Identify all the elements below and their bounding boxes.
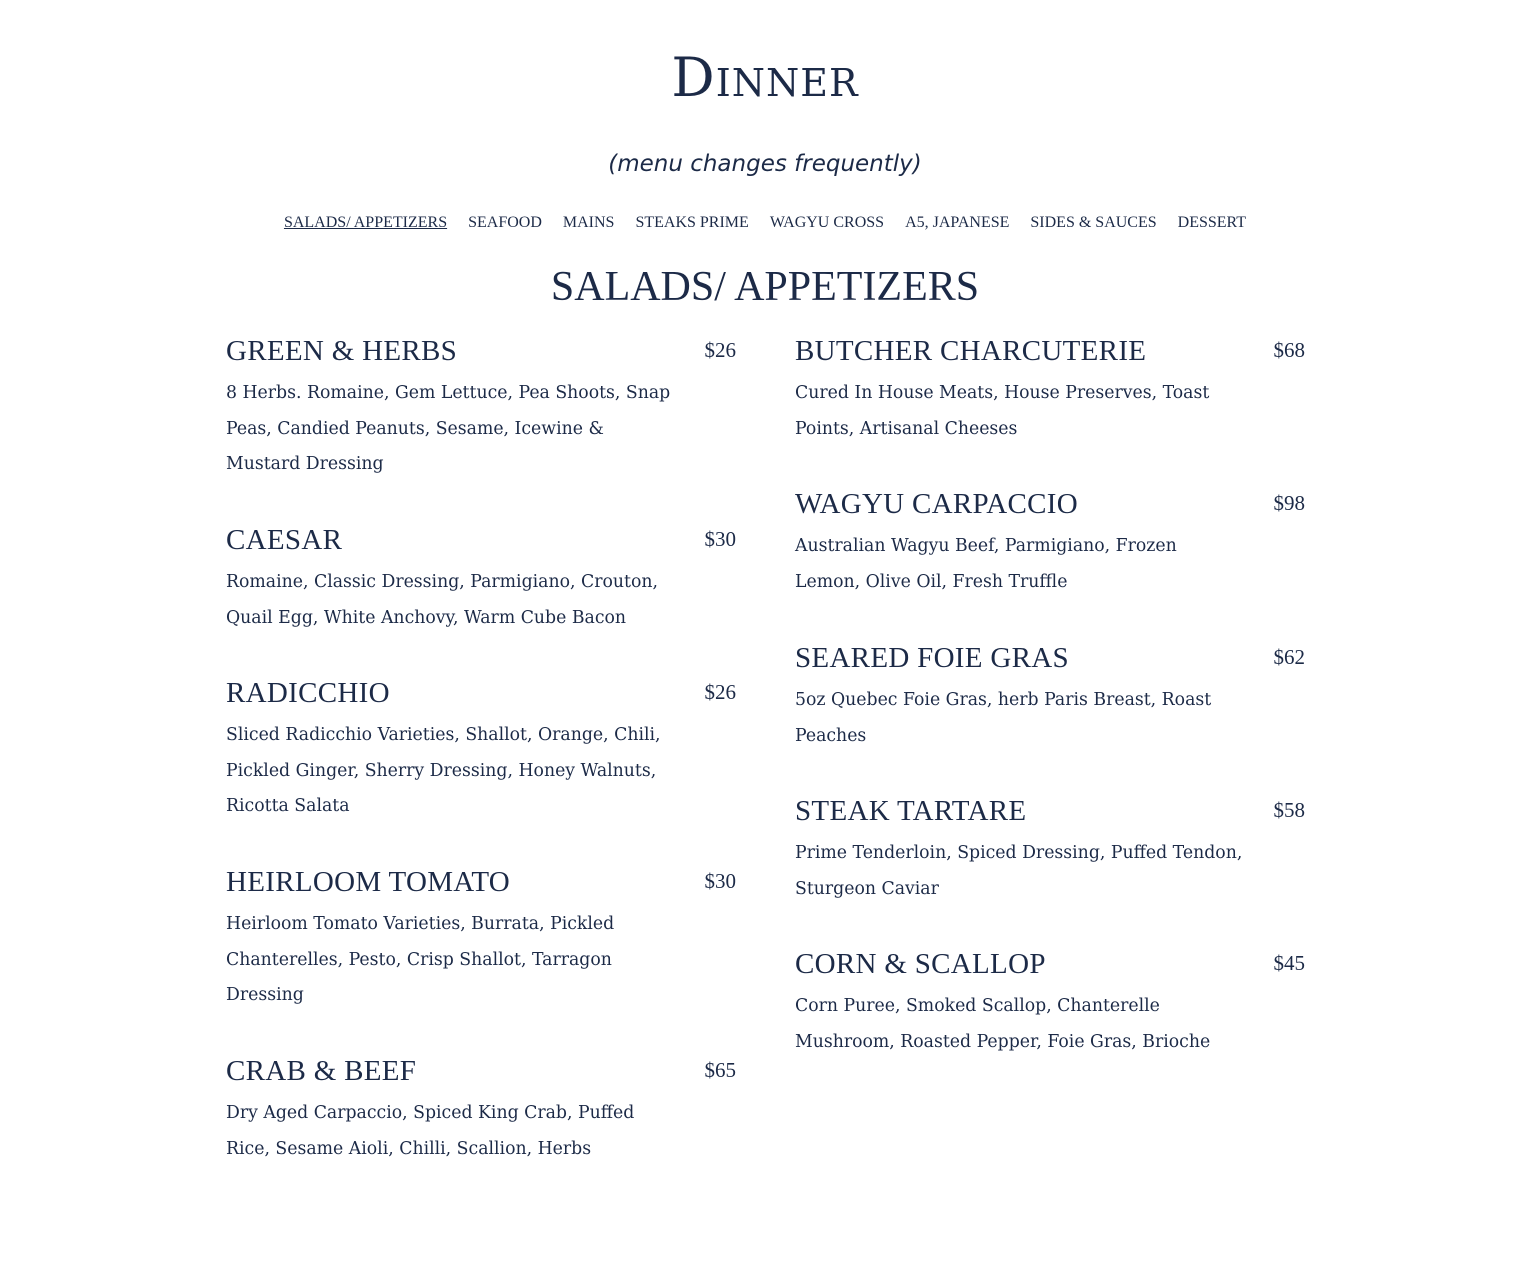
menu-item-price: $62 [1273,645,1305,669]
menu-item-name: CAESAR [226,524,343,556]
menu-item-price: $98 [1273,491,1305,515]
tab-a5-japanese[interactable]: A5, JAPANESE [905,214,1010,231]
menu-item-description: 8 Herbs. Romaine, Gem Lettuce, Pea Shoots, Snap Peas, Candied Peanuts, Sesame, Icewine & Mustard Dressing [226,383,671,474]
menu-item-description: Heirloom Tomato Varieties, Burrata, Pickled Chanterelles, Pesto, Crisp Shallot, Tarragon Dressing [226,914,615,1005]
menu-item-price: $45 [1273,951,1305,975]
tab-mains[interactable]: MAINS [562,214,615,231]
menu-item-price: $65 [704,1058,736,1082]
menu-item [226,1054,736,1174]
menu-item-price: $26 [704,338,736,362]
menu-item-name: BUTCHER CHARCUTERIE [795,335,1147,367]
tab-sides-sauces[interactable]: SIDES & SAUCES [1030,214,1157,231]
menu-item [226,334,736,523]
tab-wagyu-cross[interactable]: WAGYU CROSS [769,214,885,231]
tab-seafood[interactable]: SEAFOOD [468,214,542,231]
menu-item-description: Sliced Radicchio Varieties, Shallot, Orange, Chili, Pickled Ginger, Sherry Dressing, Honey Walnuts, Ricotta Salata [226,725,661,816]
menu-column-right [795,334,1305,1067]
menu-item-description: Prime Tenderloin, Spiced Dressing, Puffed Tendon, Sturgeon Caviar [795,843,1243,899]
menu-item [795,947,1305,1067]
menu-item-name: SEARED FOIE GRAS [795,642,1069,674]
tab-steaks-prime[interactable]: STEAKS PRIME [635,214,749,231]
menu-item [226,523,736,676]
menu-item-price: $58 [1273,798,1305,822]
menu-item [795,334,1305,487]
menu-subtitle: (menu changes frequently) [608,151,922,177]
menu-item-price: $30 [704,527,736,551]
menu-item-name: RADICCHIO [226,677,390,709]
menu-item-description: Australian Wagyu Beef, Parmigiano, Frozen Lemon, Olive Oil, Fresh Truffle [795,536,1177,592]
menu-item [226,865,736,1054]
menu-item-price: $68 [1273,338,1305,362]
menu-item-description: Romaine, Classic Dressing, Parmigiano, Crouton, Quail Egg, White Anchovy, Warm Cube Bacon [226,572,658,628]
menu-item-description: Cured In House Meats, House Preserves, Toast Points, Artisanal Cheeses [795,383,1210,439]
menu-item-description: 5oz Quebec Foie Gras, herb Paris Breast, Roast Peaches [795,690,1212,746]
tab-dessert[interactable]: DESSERT [1177,214,1247,231]
menu-item [795,641,1305,794]
menu-item [795,487,1305,641]
menu-item-name: HEIRLOOM TOMATO [226,866,511,898]
menu-item [795,794,1305,947]
menu-item-description: Corn Puree, Smoked Scallop, Chanterelle Mushroom, Roasted Pepper, Foie Gras, Brioche [795,996,1211,1052]
section-heading: SALADS/ APPETIZERS [550,264,980,310]
category-tabs [0,212,1530,234]
tab-salads-appetizers[interactable]: SALADS/ APPETIZERS [283,214,448,231]
menu-item-name: GREEN & HERBS [226,335,458,367]
page-title: Dinner [671,46,859,109]
menu-item-name: STEAK TARTARE [795,795,1027,827]
menu-item-description: Dry Aged Carpaccio, Spiced King Crab, Puffed Rice, Sesame Aioli, Chilli, Scallion, Herbs [226,1103,635,1159]
menu-item-name: CORN & SCALLOP [795,948,1046,980]
menu-item-price: $26 [704,680,736,704]
menu-item-price: $30 [704,869,736,893]
menu-column-left [226,334,736,1174]
menu-item-name: WAGYU CARPACCIO [795,488,1079,520]
menu-item-name: CRAB & BEEF [226,1055,417,1087]
menu-item [226,676,736,865]
